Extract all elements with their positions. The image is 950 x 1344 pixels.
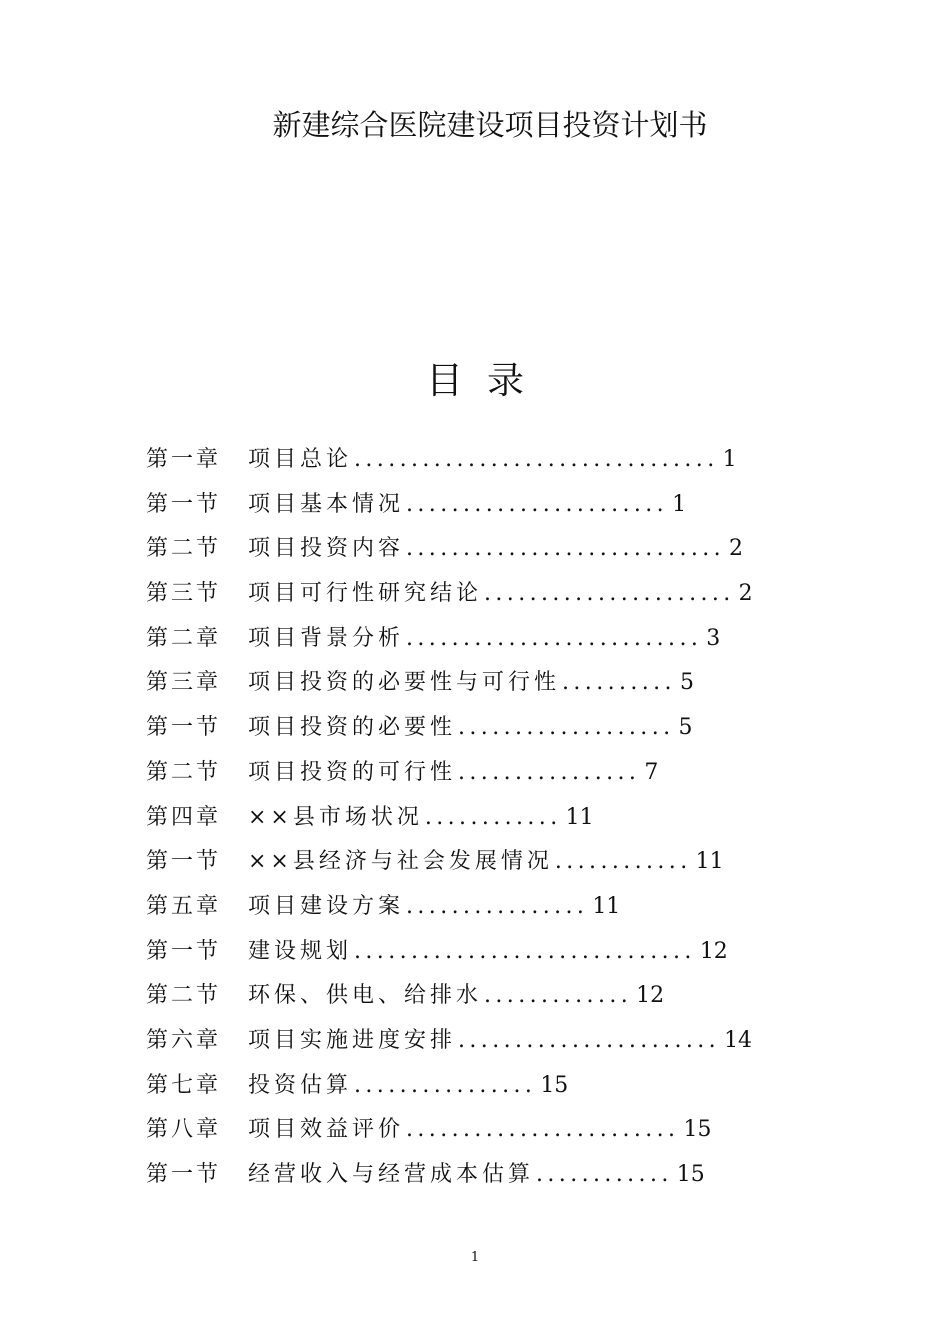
toc-entry[interactable] — [146, 617, 753, 662]
toc-entry[interactable] — [146, 930, 753, 975]
toc-entry-title: 项目可行性研究结论 — [248, 581, 483, 607]
toc-entry-leader: ................ — [458, 759, 641, 785]
toc-entry-page: 11 — [695, 849, 724, 875]
toc-entry-title: 项目投资内容 — [248, 536, 405, 562]
toc-entry[interactable] — [146, 1019, 753, 1064]
toc-entry[interactable] — [146, 661, 753, 706]
table-of-contents — [146, 438, 753, 1198]
toc-entry-page: 5 — [679, 670, 694, 696]
toc-entry-page: 14 — [724, 1027, 753, 1053]
toc-entry-page: 15 — [683, 1117, 712, 1143]
toc-entry-title: 项目投资的必要性 — [248, 715, 457, 741]
toc-entry-page: 11 — [592, 893, 621, 919]
toc-entry-leader: .......................... — [406, 625, 703, 651]
toc-heading-char: 录 — [487, 359, 524, 402]
toc-entry-page: 3 — [706, 625, 721, 651]
toc-entry[interactable] — [146, 840, 753, 885]
toc-entry-page: 12 — [699, 938, 728, 964]
toc-entry-label: 第二节 — [146, 536, 222, 562]
toc-entry-title: ××县市场状况 — [248, 804, 423, 830]
toc-entry[interactable] — [146, 438, 753, 483]
toc-entry-label: 第一节 — [146, 491, 222, 517]
toc-entry[interactable] — [146, 1064, 753, 1109]
toc-entry[interactable] — [146, 885, 753, 930]
toc-entry-label: 第三章 — [146, 670, 222, 696]
toc-entry-page: 15 — [540, 1072, 569, 1098]
toc-entry[interactable] — [146, 1153, 753, 1198]
toc-entry-page: 1 — [722, 447, 737, 472]
toc-entry-page: 12 — [636, 983, 665, 1009]
toc-entry-label: 第七章 — [146, 1072, 222, 1098]
toc-entry-leader: ............ — [424, 804, 562, 830]
toc-entry-leader: .......... — [562, 670, 676, 696]
toc-entry[interactable] — [146, 527, 753, 572]
toc-entry-title: 项目建设方案 — [248, 893, 405, 919]
toc-entry-page: 1 — [672, 491, 687, 517]
toc-entry-leader: ...................... — [484, 581, 735, 607]
toc-entry-page: 15 — [676, 1162, 705, 1187]
toc-entry-title: 项目总论 — [248, 447, 353, 472]
toc-entry-page: 11 — [565, 804, 594, 830]
toc-entry[interactable] — [146, 706, 753, 751]
toc-entry-label: 第一节 — [146, 938, 222, 964]
toc-entry-title: 环保、供电、给排水 — [248, 983, 483, 1009]
document-title: 新建综合医院建设项目投资计划书 — [272, 108, 708, 142]
toc-entry-leader: ................... — [458, 715, 675, 741]
toc-entry-title: 项目实施进度安排 — [248, 1027, 457, 1053]
toc-entry-leader: ................ — [406, 893, 589, 919]
toc-heading-char: 目 — [426, 359, 463, 402]
toc-entry-leader: ............................ — [406, 536, 726, 562]
toc-entry-label: 第八章 — [146, 1117, 222, 1143]
toc-entry[interactable] — [146, 751, 753, 796]
toc-entry-label: 第一节 — [146, 715, 222, 741]
toc-entry-leader: ........................ — [406, 1117, 680, 1143]
toc-heading — [0, 350, 950, 404]
toc-entry-leader: ....................... — [406, 491, 669, 517]
toc-entry-title: 项目投资的可行性 — [248, 759, 457, 785]
toc-entry[interactable] — [146, 796, 753, 841]
toc-entry-leader: ............ — [536, 1162, 673, 1187]
toc-entry-title: ××县经济与社会发展情况 — [248, 849, 553, 875]
toc-entry-label: 第一节 — [146, 849, 222, 875]
toc-entry-title: 建设规划 — [248, 938, 353, 964]
toc-entry-page: 2 — [729, 536, 744, 562]
toc-entry[interactable] — [146, 483, 753, 528]
toc-entry-label: 第三节 — [146, 581, 222, 607]
toc-entry-leader: .............................. — [354, 938, 696, 964]
toc-entry-label: 第一章 — [146, 447, 222, 472]
toc-entry-title: 项目基本情况 — [248, 491, 405, 517]
toc-entry-leader: ................ — [354, 1072, 537, 1098]
toc-entry-label: 第二章 — [146, 625, 222, 651]
toc-entry-leader: ................................ — [354, 447, 719, 472]
toc-entry-label: 第五章 — [146, 893, 222, 919]
toc-entry[interactable] — [146, 1108, 753, 1153]
toc-entry-title: 项目投资的必要性与可行性 — [248, 670, 561, 696]
toc-entry-page: 7 — [644, 759, 659, 785]
toc-entry-label: 第六章 — [146, 1027, 222, 1053]
toc-entry-title: 项目背景分析 — [248, 625, 405, 651]
toc-entry-leader: ............. — [484, 983, 633, 1009]
toc-entry-leader: ....................... — [458, 1027, 721, 1053]
toc-entry-title: 经营收入与经营成本估算 — [248, 1162, 535, 1187]
page-number: 1 — [470, 1250, 480, 1265]
toc-entry-title: 投资估算 — [248, 1072, 353, 1098]
toc-entry-leader: ............ — [554, 849, 692, 875]
toc-entry-title: 项目效益评价 — [248, 1117, 405, 1143]
toc-entry-label: 第四章 — [146, 804, 222, 830]
toc-entry-page: 2 — [738, 581, 753, 607]
toc-entry[interactable] — [146, 572, 753, 617]
toc-entry[interactable] — [146, 974, 753, 1019]
toc-entry-label: 第二节 — [146, 759, 222, 785]
toc-entry-label: 第一节 — [146, 1162, 222, 1187]
toc-entry-page: 5 — [678, 715, 693, 741]
toc-entry-label: 第二节 — [146, 983, 222, 1009]
